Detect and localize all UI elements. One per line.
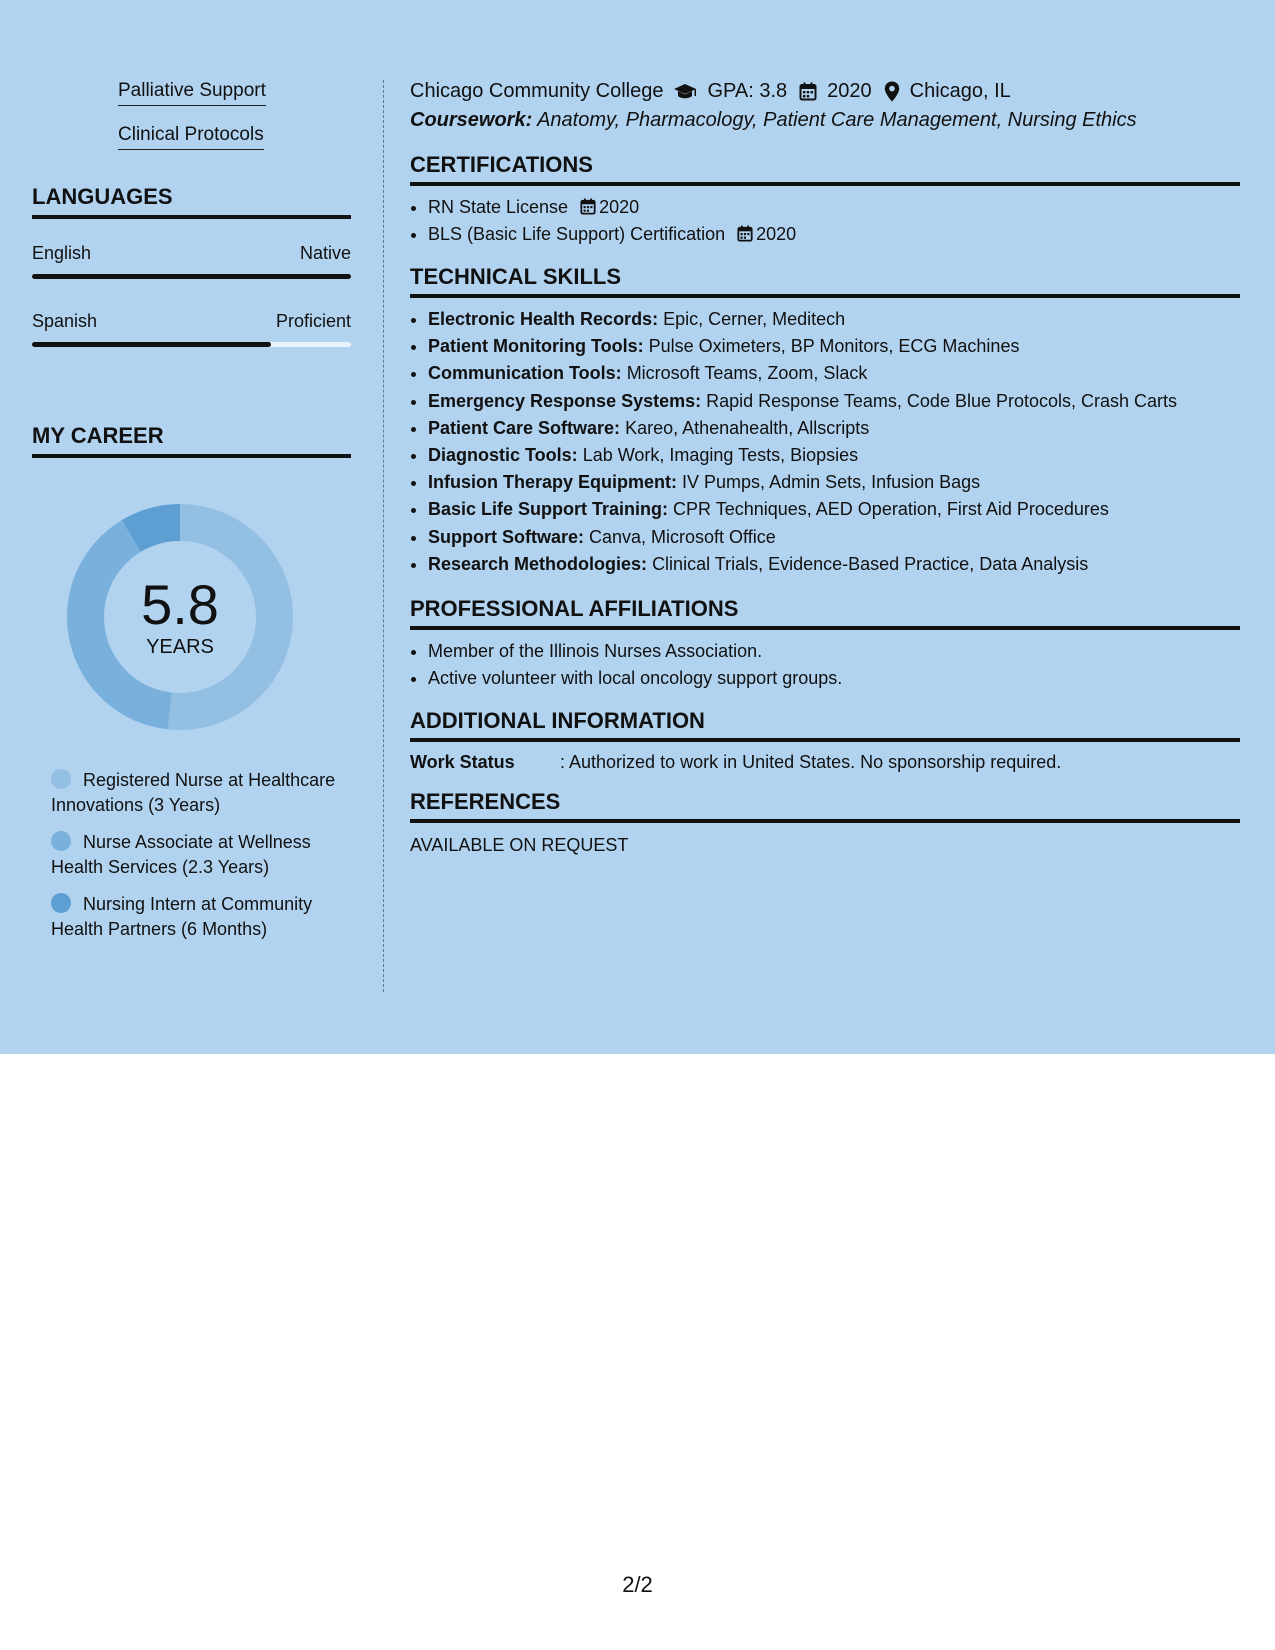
career-legend-item [51,830,351,880]
language-level: Native [299,243,351,263]
coursework [410,109,1240,132]
references-value: AVAILABLE ON REQUEST [410,835,629,856]
career-heading: MY CAREER [32,423,351,458]
work-status [410,752,1240,773]
career-label: Nursing Intern at Community Health Partners (6 Months) [51,894,313,939]
skill-tag: Clinical Protocols [118,124,264,150]
skill-values: Microsoft Teams, Zoom, Slack [626,363,868,384]
language-proficiency-bar [32,342,351,347]
language-item [32,243,351,279]
skill-category: Patient Monitoring Tools: [428,336,644,357]
certifications-list [410,194,1240,248]
skill-values: Rapid Response Teams, Code Blue Protocols, Crash Carts [706,390,1178,411]
certification-item [428,221,1240,248]
skill-category: Electronic Health Records: [428,309,659,329]
school-location: Chicago, IL [909,80,1011,102]
skill-values: Canva, Microsoft Office [589,526,776,547]
skill-category: Emergency Response Systems: [428,390,702,411]
school-name: Chicago Community College [410,80,664,102]
coursework-label: Coursework: [410,109,533,131]
graduation-year: 2020 [827,80,872,102]
languages-heading: LANGUAGES [32,184,351,219]
skill-item [428,469,1240,496]
skill-values: IV Pumps, Admin Sets, Infusion Bags [682,472,981,493]
skill-category: Patient Care Software: [428,417,621,438]
technical-skills-list [410,306,1240,578]
skill-values: CPR Techniques, AED Operation, First Aid Procedures [673,499,1109,520]
certification-year: 2020 [756,224,797,244]
skill-values: Clinical Trials, Evidence-Based Practice, Data Analysis [652,553,1089,574]
main-content [410,80,1240,856]
skill-category: Infusion Therapy Equipment: [428,472,678,493]
skill-item [428,442,1240,469]
language-proficiency-bar [32,274,351,279]
sidebar [32,80,351,954]
skill-item [428,360,1240,387]
career-total-unit: YEARS [146,635,214,658]
skill-category: Research Methodologies: [428,553,648,574]
language-name: English [32,243,92,263]
career-label: Nurse Associate at Wellness Health Services (2.3 Years) [51,832,311,877]
education-line [410,80,1240,103]
skill-item [428,333,1240,360]
skill-item [428,524,1240,551]
skill-values: Kareo, Athenahealth, Allscripts [625,417,870,438]
certification-name: RN State License [428,197,569,217]
location-pin-icon [884,81,900,102]
career-total-value: 5.8 [141,572,219,636]
column-divider [383,80,384,992]
page-number: 2/2 [622,1572,653,1597]
skill-category: Basic Life Support Training: [428,499,669,520]
career-legend [51,768,351,942]
skill-category: Communication Tools: [428,363,622,384]
work-status-label: Work Status [410,752,515,773]
skill-item [428,388,1240,415]
language-proficiency-fill [32,274,351,279]
career-legend-item [51,768,351,818]
calendar-icon [737,225,753,242]
legend-dot [51,893,71,913]
legend-dot [51,831,71,851]
language-item [32,311,351,347]
certifications-heading: CERTIFICATIONS [410,152,1240,186]
skill-category: Support Software: [428,526,584,547]
certification-item [428,194,1240,221]
certification-year: 2020 [599,197,640,217]
skill-item [428,496,1240,523]
language-level: Proficient [275,311,351,331]
skill-tag: Palliative Support [118,80,266,106]
language-name: Spanish [32,311,98,331]
affiliations-heading: PROFESSIONAL AFFILIATIONS [410,596,1240,630]
career-donut-chart [65,502,295,732]
skill-category: Diagnostic Tools: [428,445,578,466]
references-heading: REFERENCES [410,789,1240,823]
gpa: GPA: 3.8 [707,80,788,102]
skill-item [428,415,1240,442]
work-status-value: : Authorized to work in United States. No sponsorship required. [560,752,1062,773]
career-label: Registered Nurse at Healthcare Innovations (3 Years) [51,770,336,815]
calendar-icon [580,198,596,215]
language-proficiency-fill [32,342,271,347]
additional-info-heading: ADDITIONAL INFORMATION [410,708,1240,742]
legend-dot [51,769,71,789]
skill-values: Lab Work, Imaging Tests, Biopsies [582,445,859,466]
technical-skills-heading: TECHNICAL SKILLS [410,264,1240,298]
affiliation-item: • Member of the Illinois Nurses Association. [428,638,1240,665]
skill-values: Epic, Cerner, Meditech [663,309,846,329]
certification-name: BLS (Basic Life Support) Certification [428,224,726,244]
affiliations-list [410,638,1240,692]
affiliation-item: • Active volunteer with local oncology support groups. [428,665,1240,692]
skill-item [428,551,1240,578]
coursework-list: Anatomy, Pharmacology, Patient Care Management, Nursing Ethics [537,109,1137,131]
calendar-icon [799,82,817,101]
graduation-cap-icon [673,83,697,101]
career-legend-item [51,892,351,942]
skill-item [428,306,1240,333]
skill-values: Pulse Oximeters, BP Monitors, ECG Machines [648,336,1020,357]
